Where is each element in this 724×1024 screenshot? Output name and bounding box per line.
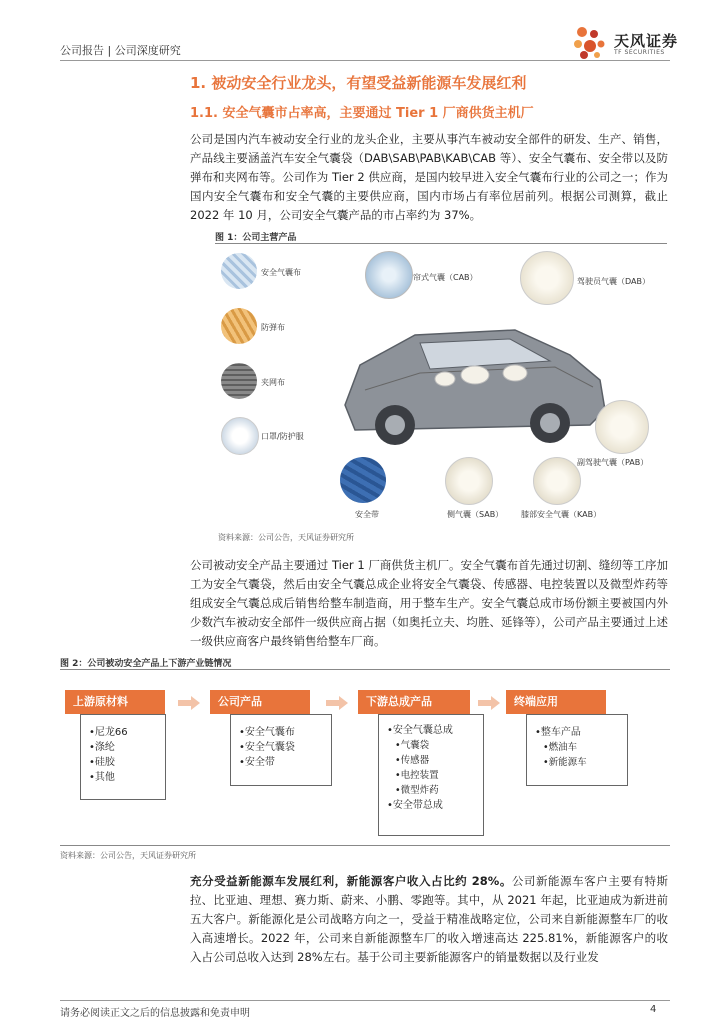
- side-airbag-thumb: [445, 457, 493, 505]
- footer-disclaimer: 请务必阅读正文之后的信息披露和免责申明: [60, 1008, 250, 1019]
- chain-box-upstream: [80, 714, 166, 800]
- paragraph-company-overview: 公司是国内汽车被动安全行业的龙头企业，主要从事汽车被动安全部件的研发、生产、销售，产品线主要涵盖汽车安全气囊袋（DAB\SAB\PAB\KAB\CAB 等）、安全气囊布、安全带以及防弹布和夹网布等。公司作为 Tier 2 供应商，是国内较早进入安全气囊布行业的公司之一；作为国内安全气囊布和安全气囊的主要供应商，国内市场占有率位居前列。根据公司测算，截止 2022 年 10 月，公司安全气囊产品的市占率约为 37%。: [190, 132, 668, 222]
- list-item: •其他: [89, 772, 115, 783]
- chain-box-terminal: [526, 714, 628, 786]
- logo-english: TF SECURITIES: [614, 49, 665, 56]
- figure1-top-rule: [215, 243, 667, 244]
- arrow-right-icon: [326, 696, 348, 710]
- dab-label: 驾驶员气囊（DAB）: [577, 277, 650, 286]
- paragraph-supply-path: 公司被动安全产品主要通过 Tier 1 厂商供货主机厂。安全气囊布首先通过切割、缝纫等工序加工为安全气囊袋，然后由安全气囊总成企业将安全气囊袋、传感器、电控装置以及微型炸药等组成安全气囊总成后销售给整车制造商，用于整车生产。安全气囊总成市场份额主要被国内外少数汽车被动安全部件一级供应商占据（如奥托立夫、均胜、延锋等），公司产品主要通过上述一级供应商客户最终销售给整车厂商。: [190, 558, 668, 648]
- tf-logo-icon: [570, 24, 612, 62]
- list-item: •新能源车: [543, 757, 587, 768]
- list-item: •燃油车: [543, 742, 578, 753]
- subsection-heading: 1.1. 安全气囊市占率高，主要通过 Tier 1 厂商供货主机厂: [190, 106, 534, 121]
- kab-label: 膝部安全气囊（KAB）: [521, 510, 602, 519]
- figure2-chain-diagram: [60, 680, 670, 840]
- paragraph-new-energy-lead: 充分受益新能源车发展红利，新能源客户收入占比约 28%。: [190, 874, 512, 888]
- left-item-label: 防弹布: [261, 323, 285, 332]
- figure2-source: 资料来源：公司公告，天风证券研究所: [60, 851, 196, 860]
- list-item: •安全气囊袋: [239, 742, 295, 753]
- list-item: •安全带总成: [387, 800, 443, 811]
- figure1-product-image: [215, 245, 667, 528]
- page-number: 4: [650, 1004, 657, 1015]
- arrow-right-icon: [178, 696, 200, 710]
- paragraph-new-energy: [190, 872, 668, 967]
- list-item: •涤纶: [89, 742, 115, 753]
- figure1-title: 图 1：公司主营产品: [215, 233, 297, 243]
- figure2-title: 图 2：公司被动安全产品上下游产业链情况: [60, 659, 232, 669]
- car-illustration: [325, 295, 615, 460]
- figure2-bottom-rule: [60, 845, 670, 846]
- left-item-label: 口罩/防护服: [261, 432, 304, 441]
- list-item: •安全气囊总成: [387, 725, 453, 736]
- chain-head-company: 公司产品: [210, 690, 310, 714]
- mask-thumb: [221, 417, 259, 455]
- list-item: •安全气囊布: [239, 727, 295, 738]
- paragraph-new-energy-body: 公司新能源车客户主要有特斯拉、比亚迪、理想、赛力斯、蔚来、小鹏、零跑等。其中，从 2021 年起，比亚迪成为新进前五大客户。新能源化是公司战略方向之一，受益于精准战略定位，公司来自新能源整车厂的收入高速增长。2022 年，公司来自新能源整车厂的收入增速高达 225.81%，新能源客户的收入占公司总收入达到 28%左右。基于公司主要新能源客户的销量数据以及行业发: [190, 874, 668, 964]
- list-item: •安全带: [239, 757, 275, 768]
- passenger-airbag-thumb: [595, 400, 649, 454]
- curtain-airbag-thumb: [365, 251, 413, 299]
- left-item-label: 安全气囊布: [261, 268, 301, 277]
- cab-label: 帘式气囊（CAB）: [413, 273, 478, 282]
- arrow-right-icon: [478, 696, 500, 710]
- knee-airbag-thumb: [533, 457, 581, 505]
- airbag-fabric-thumb: [221, 253, 257, 289]
- seatbelt-thumb: [340, 457, 386, 503]
- list-item: •整车产品: [535, 727, 581, 738]
- list-item: •硅胶: [89, 757, 115, 768]
- footer-divider: [60, 1000, 670, 1001]
- list-item: •传感器: [395, 755, 430, 766]
- chain-head-upstream: 上游原材料: [65, 690, 165, 714]
- list-item: •气囊袋: [395, 740, 430, 751]
- logo-text: 天风证券: [614, 32, 679, 50]
- chain-head-downstream: 下游总成产品: [358, 690, 470, 714]
- mesh-fabric-thumb: [221, 363, 257, 399]
- chain-box-downstream: [378, 714, 484, 836]
- section-heading: 1. 被动安全行业龙头，有望受益新能源车发展红利: [190, 74, 527, 92]
- bulletproof-fabric-thumb: [221, 308, 257, 344]
- list-item: •微型炸药: [395, 785, 439, 796]
- figure1-source: 资料来源：公司公告，天风证券研究所: [218, 533, 354, 542]
- chain-box-company: [230, 714, 332, 786]
- figure2-top-rule: [60, 669, 670, 670]
- chain-head-terminal: 终端应用: [506, 690, 606, 714]
- list-item: •电控装置: [395, 770, 439, 781]
- list-item: •尼龙66: [89, 727, 128, 738]
- pab-label: 副驾驶气囊（PAB）: [577, 458, 649, 467]
- belt-label: 安全带: [355, 510, 379, 519]
- sab-label: 侧气囊（SAB）: [447, 510, 504, 519]
- left-item-label: 夹网布: [261, 378, 285, 387]
- header-report-type: 公司报告 | 公司深度研究: [60, 44, 181, 57]
